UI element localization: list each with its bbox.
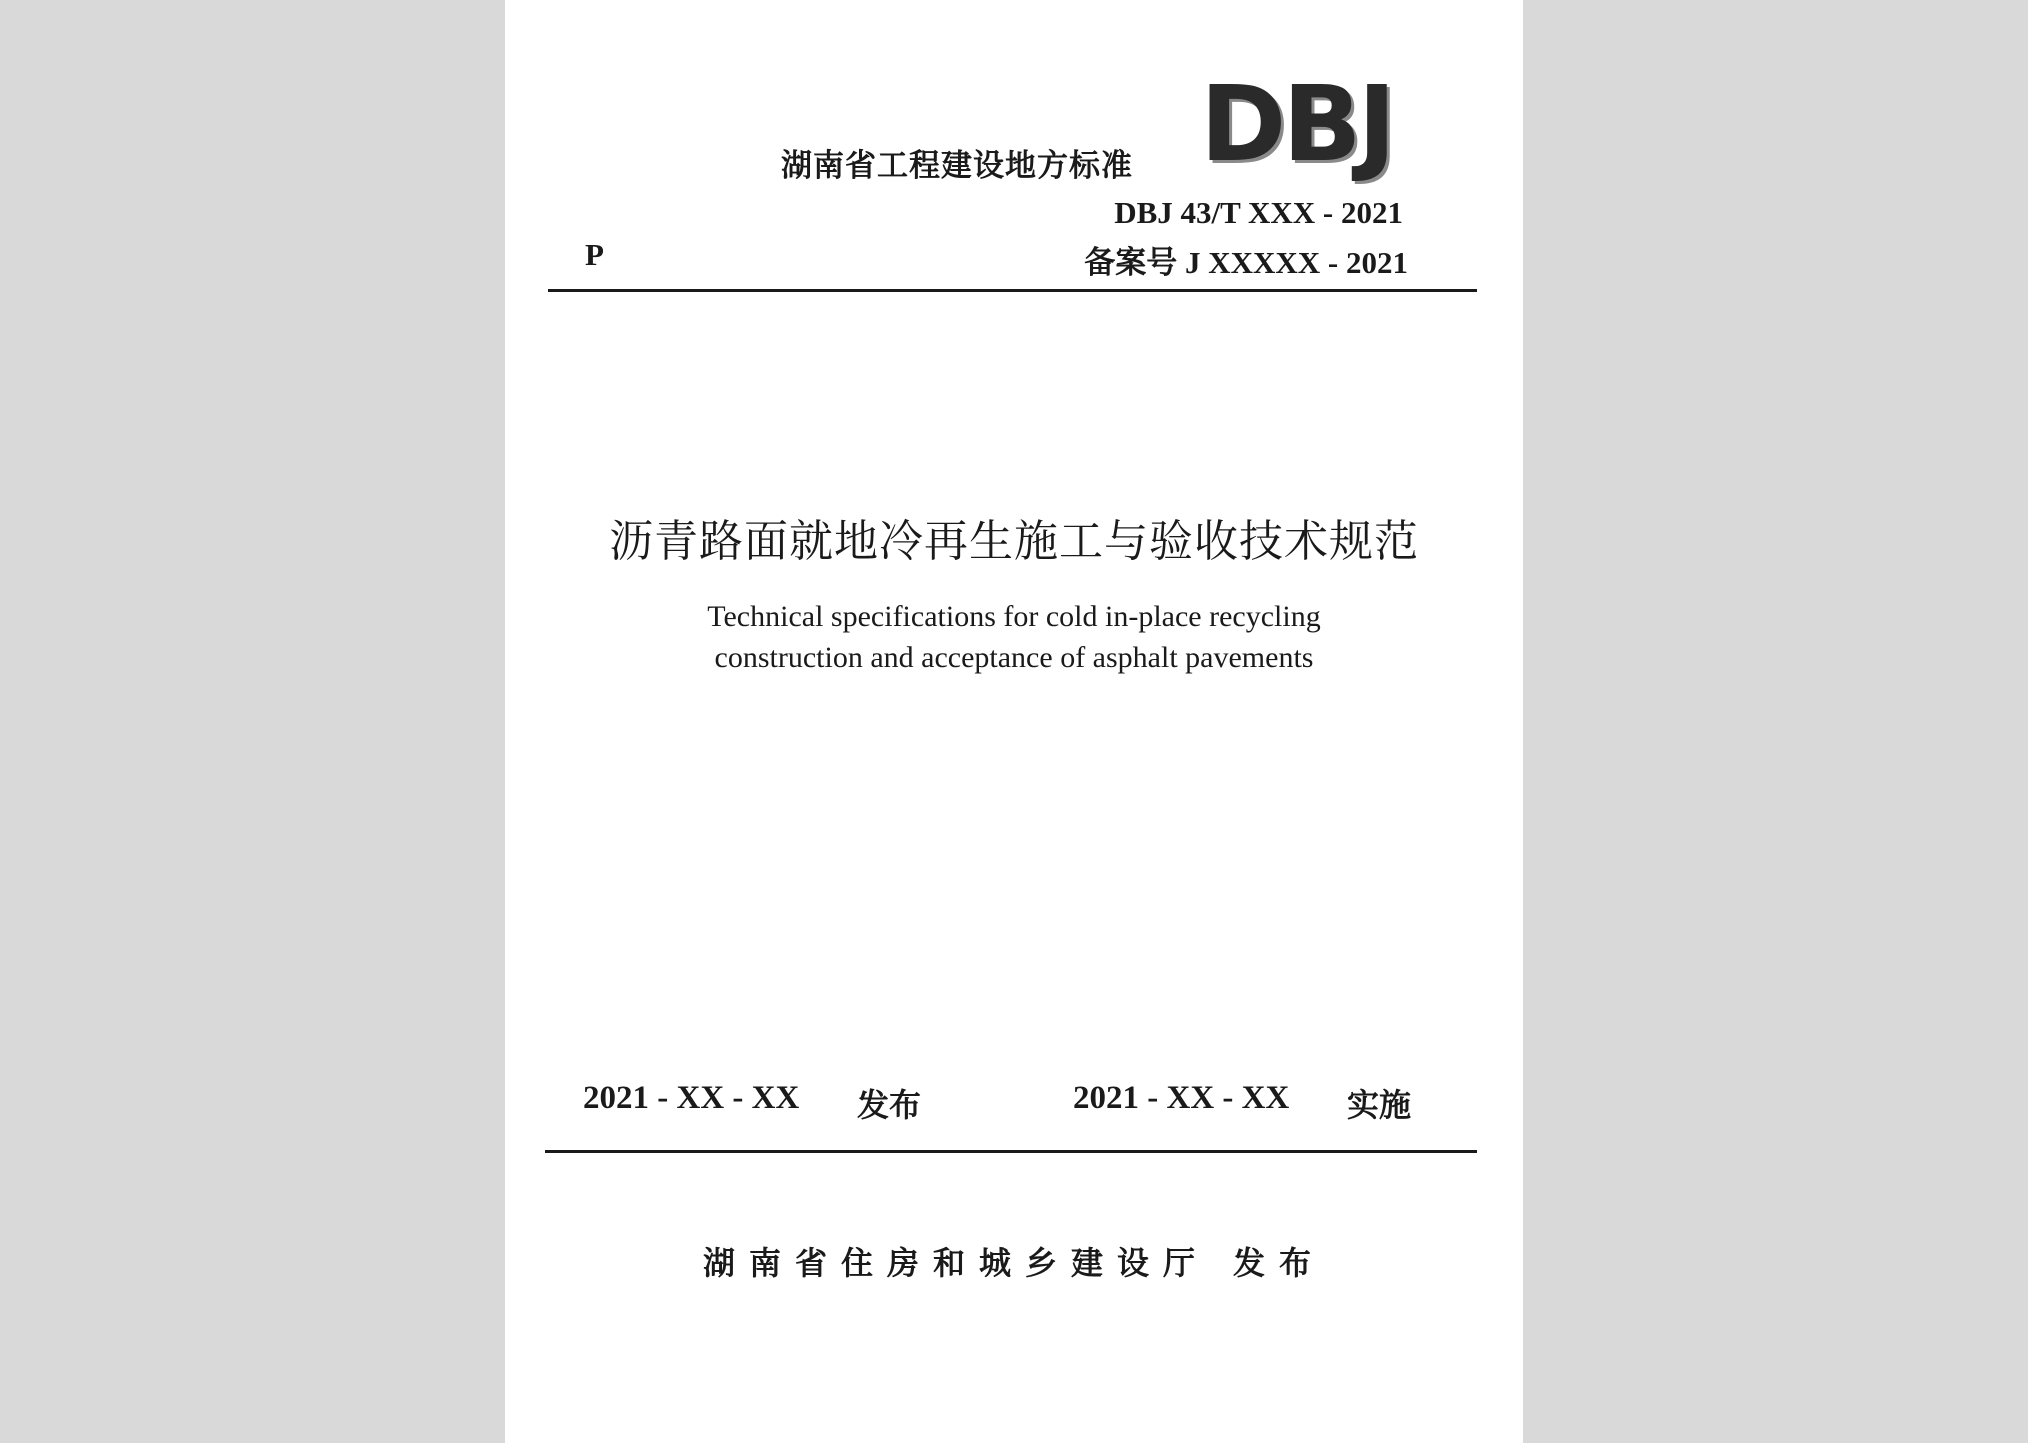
top-divider: [548, 289, 1477, 292]
category-letter: P: [585, 237, 604, 272]
bottom-divider: [545, 1150, 1477, 1153]
title-english-line1: Technical specifications for cold in-place recycling: [707, 600, 1321, 633]
document-page: [505, 0, 1523, 1443]
issuer-name: 湖南省住房和城乡建设厅: [702, 1244, 1209, 1282]
effective-label: 实施: [1347, 1086, 1412, 1124]
title-english: [505, 596, 1523, 678]
issuer-action: 发布: [1233, 1244, 1326, 1282]
effective-date: 2021 - XX - XX: [1073, 1080, 1290, 1116]
standard-label: 湖南省工程建设地方标准: [781, 148, 1133, 184]
publish-date: 2021 - XX - XX: [583, 1080, 800, 1116]
record-number: 备案号 J XXXXX - 2021: [1084, 245, 1408, 280]
issuer-line: [505, 1238, 1523, 1284]
title-english-line2: construction and acceptance of asphalt pavements: [714, 641, 1314, 674]
title-chinese: 沥青路面就地冷再生施工与验收技术规范: [609, 516, 1419, 567]
publish-label: 发布: [857, 1086, 922, 1124]
standard-code: DBJ 43/T XXX - 2021: [1114, 195, 1403, 230]
dbj-logo: DBJ: [1200, 63, 1393, 185]
